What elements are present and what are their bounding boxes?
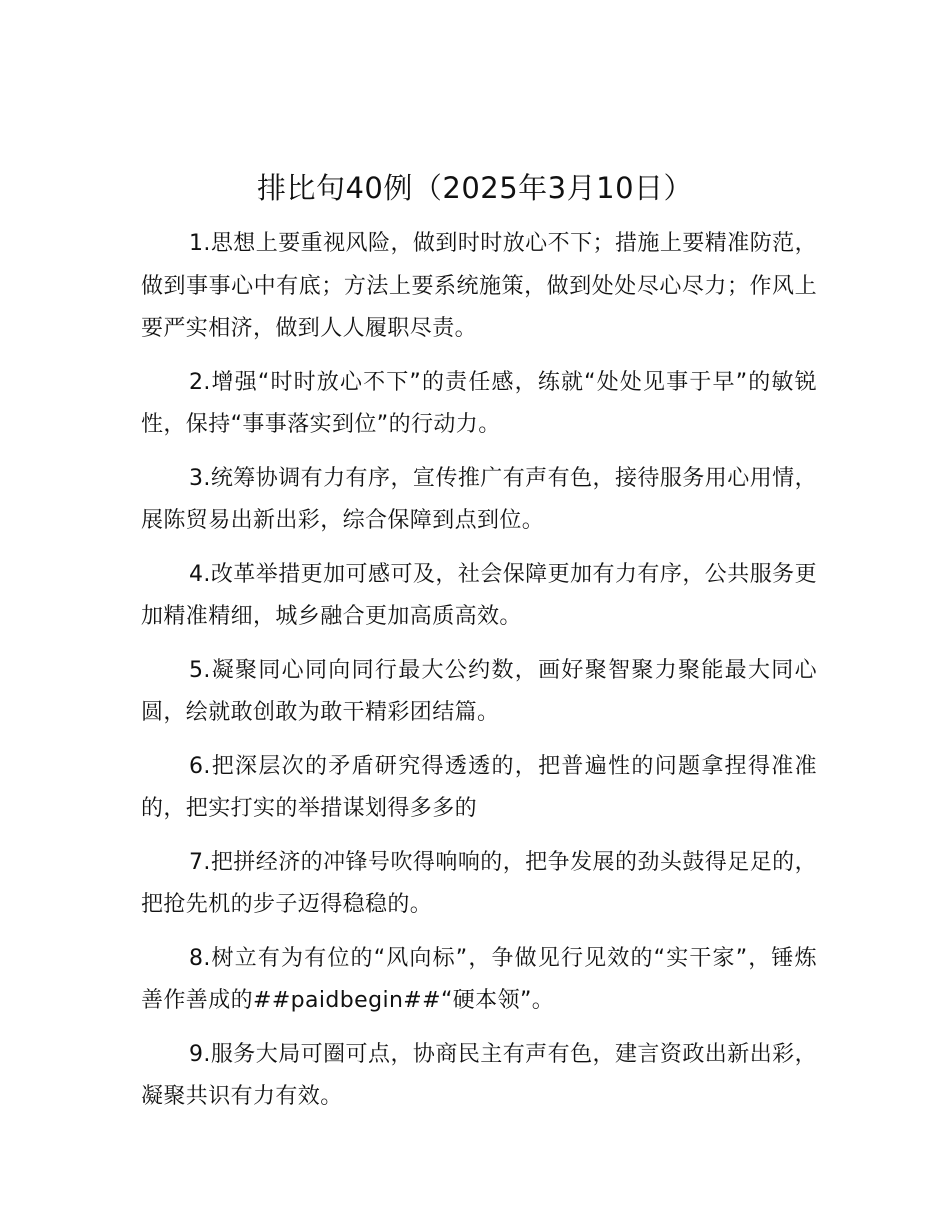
paragraph-6: 6.把深层次的矛盾研究得透透的，把普遍性的问题拿捏得准准的，把实打实的举措谋划得多多的 — [141, 753, 817, 821]
paragraph-2: 2.增强“时时放心不下”的责任感，练就“处处见事于早”的敏锐性，保持“事事落实到位”的行动力。 — [141, 369, 817, 437]
paragraph-5: 5.凝聚同心同向同行最大公约数，画好聚智聚力聚能最大同心圆，绘就敢创敢为敢干精彩团结篇。 — [141, 657, 817, 725]
paragraph-4: 4.改革举措更加可感可及，社会保障更加有力有序，公共服务更加精准精细，城乡融合更加高质高效。 — [141, 561, 817, 629]
document-body — [141, 223, 817, 1130]
paragraph-1: 1.思想上要重视风险，做到时时放心不下；措施上要精准防范，做到事事心中有底；方法上要系统施策，做到处处尽心尽力；作风上要严实相济，做到人人履职尽责。 — [141, 231, 817, 341]
paragraph-7: 7.把拼经济的冲锋号吹得响响的，把争发展的劲头鼓得足足的，把抢先机的步子迈得稳稳的。 — [141, 849, 817, 917]
paragraph-9: 9.服务大局可圈可点，协商民主有声有色，建言资政出新出彩，凝聚共识有力有效。 — [141, 1041, 817, 1109]
paragraph-3: 3.统筹协调有力有序，宣传推广有声有色，接待服务用心用情，展陈贸易出新出彩，综合保障到点到位。 — [141, 465, 817, 533]
document-title: 排比句40例（2025年3月10日） — [256, 171, 694, 205]
paragraph-8: 8.树立有为有位的“风向标”，争做见行见效的“实干家”，锤炼善作善成的##paidbegin##“硬本领”。 — [141, 945, 817, 1013]
